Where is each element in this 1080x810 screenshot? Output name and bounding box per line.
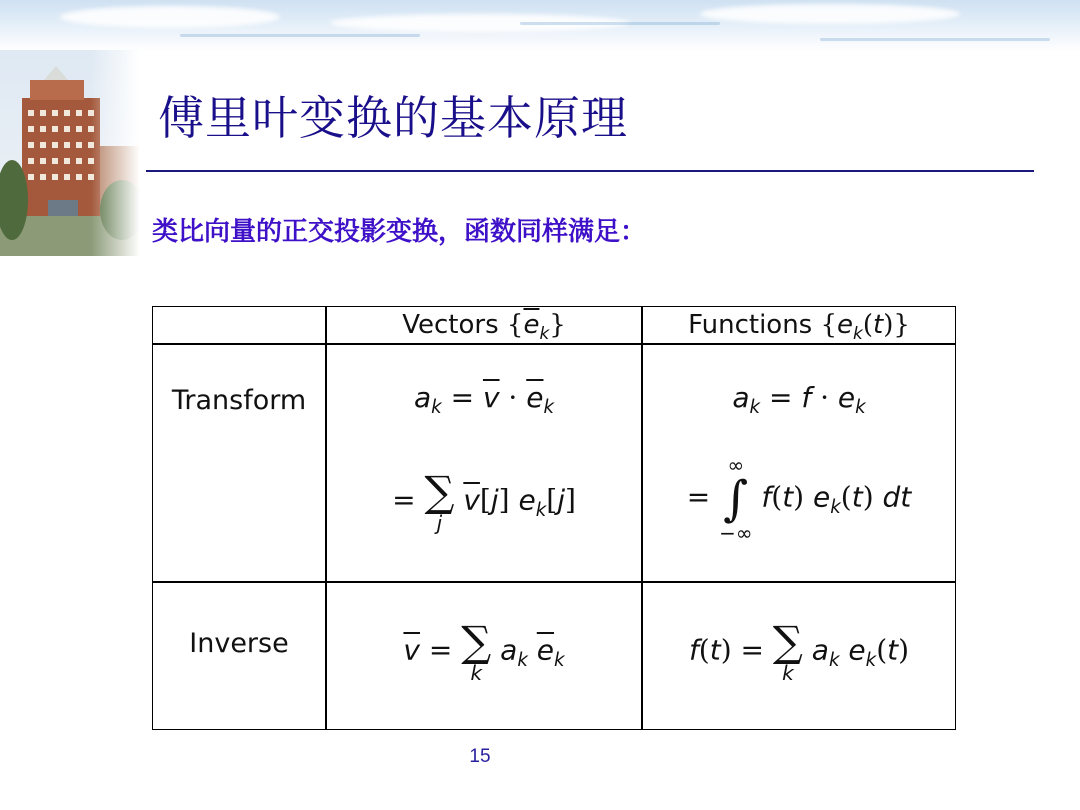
row-label-inverse: Inverse	[189, 627, 289, 659]
fourier-comparison-table	[152, 306, 956, 730]
header-sky-banner	[0, 0, 1080, 52]
table-header-functions	[643, 307, 955, 343]
cloud-shape	[700, 4, 960, 24]
function-inverse-formula: f(t) = ∑ k $a_k$ $e_k(t)$	[688, 617, 910, 685]
function-transform-formula-2: = ∞ ∫ −∞ f(t) $e_k(t)$ dt	[686, 453, 912, 545]
function-transform-formula-1: $a_k = f \cdot e_k$	[732, 380, 866, 418]
row-label-transform: Transform	[171, 384, 307, 416]
table-header-vectors	[327, 307, 641, 343]
table-header-empty	[153, 307, 325, 343]
title-underline	[146, 170, 1034, 172]
cloud-shape	[60, 6, 280, 28]
vector-inverse-formula: $\overline{v}$ = ∑ k $a_k$ $\overline{e}_k$	[403, 617, 565, 685]
slide-subtitle: 类比向量的正交投影变换，函数同样满足：	[152, 217, 647, 247]
sky-streak	[180, 34, 420, 37]
campus-photo	[0, 50, 140, 256]
vector-transform-formula-2: = ∑ j $\overline{v}[j]$ $e_k[j]$	[392, 467, 576, 535]
vector-transform-formula-1: $a_k = \overline{v} \cdot \overline{e}_k$	[413, 380, 555, 418]
header-functions-text: Functions $\{e_k(t)\}$	[688, 310, 910, 343]
header-vectors-text: Vectors $\{\overline{e}_k\}$	[402, 310, 566, 343]
sky-streak	[820, 38, 1050, 41]
slide-title: 傅里叶变换的基本原理	[158, 91, 628, 145]
sky-streak	[520, 22, 720, 25]
page-number: 15	[469, 746, 491, 767]
